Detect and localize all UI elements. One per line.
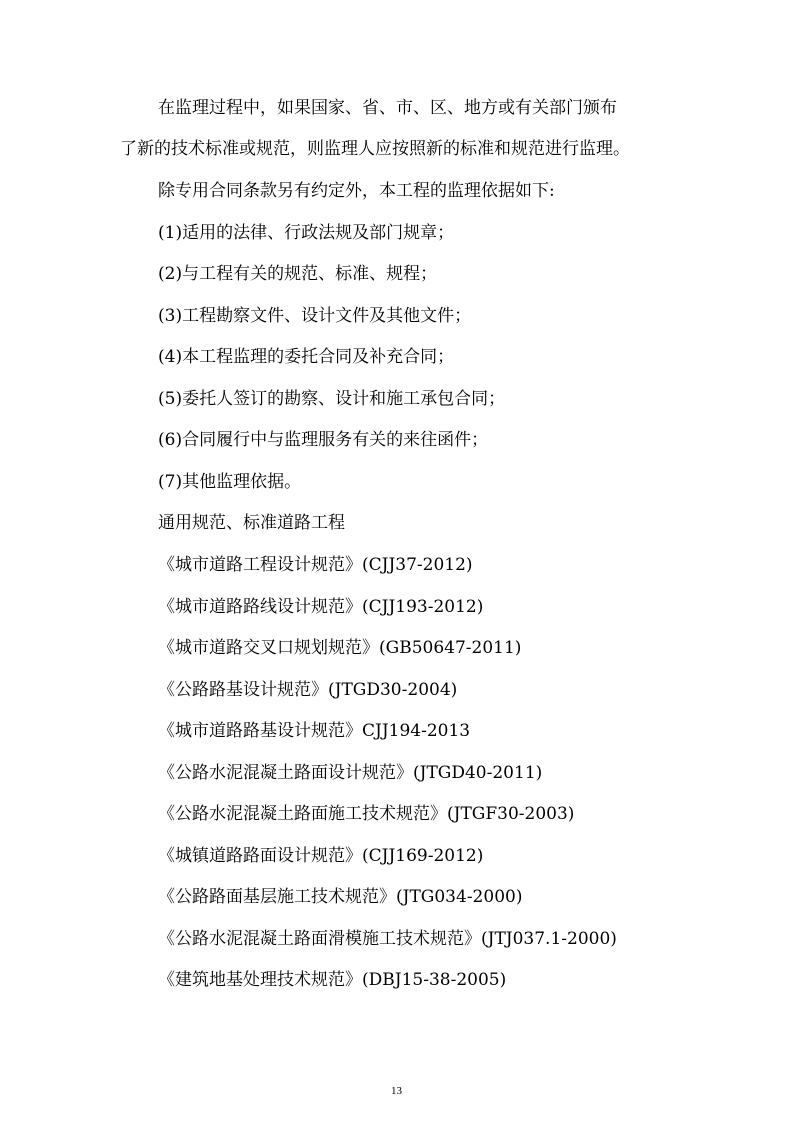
- standard-item: 《城市道路交叉口规划规范》(GB50647-2011): [158, 638, 522, 658]
- standard-item: 《公路水泥混凝土路面滑模施工技术规范》(JTJ037.1-2000): [158, 929, 617, 949]
- list-item: (4)本工程监理的委托合同及补充合同；: [158, 347, 455, 367]
- standard-item: 《城市道路路线设计规范》(CJJ193-2012): [158, 597, 484, 617]
- section-heading: 通用规范、标准道路工程: [158, 513, 345, 533]
- page-number: 13: [391, 1085, 402, 1097]
- list-item: (5)委托人签订的勘察、设计和施工承包合同；: [158, 389, 506, 409]
- list-item: (3)工程勘察文件、设计文件及其他文件；: [158, 306, 472, 326]
- list-item: (7)其他监理依据。: [158, 472, 302, 492]
- paragraph-line: 在监理过程中，如果国家、省、市、区、地方或有关部门颁布: [158, 98, 617, 118]
- list-item: (1)适用的法律、行政法规及部门规章；: [158, 223, 455, 243]
- list-item: (2)与工程有关的规范、标准、规程；: [158, 264, 438, 284]
- list-item: (6)合同履行中与监理服务有关的来往函件；: [158, 430, 489, 450]
- paragraph-line: 除专用合同条款另有约定外，本工程的监理依据如下:: [158, 181, 555, 201]
- standard-item: 《公路路面基层施工技术规范》(JTG034-2000): [158, 887, 523, 907]
- standard-item: 《公路水泥混凝土路面设计规范》(JTGD40-2011): [158, 763, 543, 783]
- standard-item: 《公路水泥混凝土路面施工技术规范》(JTGF30-2003): [158, 804, 575, 824]
- standard-item: 《城市道路工程设计规范》(CJJ37-2012): [158, 555, 473, 575]
- standard-item: 《城市道路路基设计规范》CJJ194-2013: [158, 721, 471, 741]
- standard-item: 《建筑地基处理技术规范》(DBJ15-38-2005): [158, 970, 507, 990]
- paragraph-line: 了新的技术标准或规范，则监理人应按照新的标准和规范进行监理。: [120, 139, 630, 159]
- standard-item: 《公路路基设计规范》(JTGD30-2004): [158, 680, 458, 700]
- standard-item: 《城镇道路路面设计规范》(CJJ169-2012): [158, 846, 484, 866]
